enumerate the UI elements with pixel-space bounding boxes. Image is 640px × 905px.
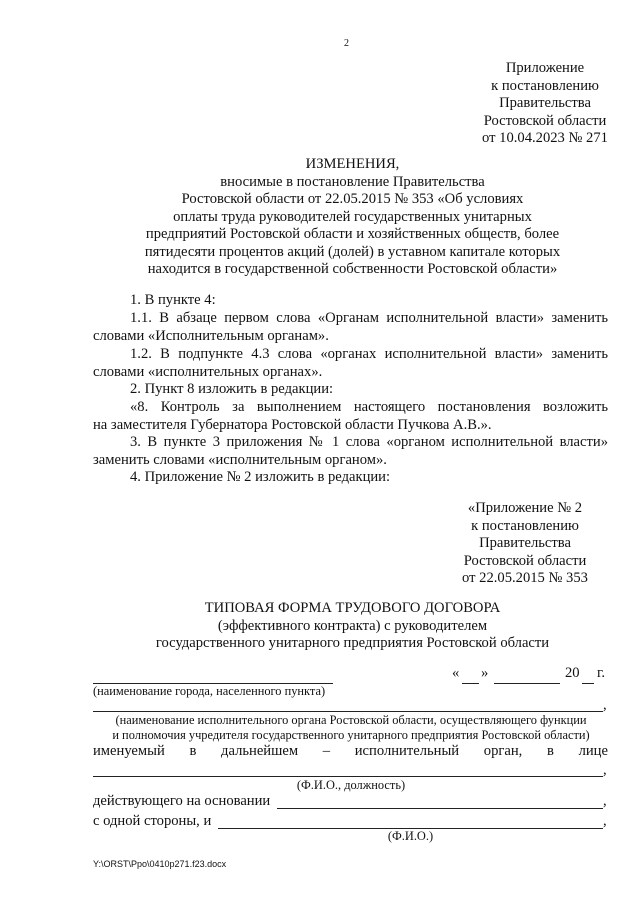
named-word: в [546,743,554,759]
date-year-prefix: 20 [565,665,580,681]
organ-caption-line: и полномочия учредителя государственного унитарного предприятия Ростовской области) [112,728,590,742]
appendix-line: Приложение [505,60,585,76]
changes-title-line: оплаты труда руководителей государственных унитарных [173,208,532,225]
body-paragraph: 4. Приложение № 2 изложить в редакции: [130,469,391,485]
body-paragraph: заменить словами «исполнительным органом». [93,452,387,468]
appendix-line: к постановлению [471,517,579,534]
body-paragraph: словами «исполнительных органах». [93,364,323,380]
comma: , [603,697,607,713]
appendix-line: «Приложение № 2 [467,500,583,516]
body-paragraph: 1. В пункте 4: [130,292,216,308]
appendix-line: Ростовской области [463,552,587,569]
fio-caption: (Ф.И.О.) [387,829,434,843]
named-word: исполнительный [354,743,460,759]
comma: , [603,793,607,809]
appendix-header [440,60,640,148]
acting-basis-label: действующего на основании [93,793,271,809]
appendix-line: от 22.05.2015 № 353 [462,570,588,586]
city-caption: (наименование города, населенного пункта) [93,684,326,698]
form-heading: ТИПОВАЯ ФОРМА ТРУДОВОГО ДОГОВОРА [204,600,501,616]
footer-file-path: Y:\ORST\Ppo\0410p271.f23.docx [93,859,227,869]
fio-position-caption: (Ф.И.О., должность) [296,778,406,792]
named-word: в [189,743,197,759]
named-word: лице [578,743,608,759]
body-paragraph: 2. Пункт 8 изложить в редакции: [130,381,334,397]
date-close-quote: » [481,665,489,681]
date-open-quote: « [452,665,460,681]
one-side-label: с одной стороны, и [93,813,212,829]
changes-title-line: вносимые в постановление Правительства [220,173,485,190]
appendix-line: Правительства [479,535,571,551]
fio-position-field[interactable] [93,776,603,777]
changes-title-line: предприятий Ростовской области и хозяйственных обществ, более [145,226,560,242]
date-year-suffix: г. [597,665,605,681]
appendix-line: Ростовской области [483,112,607,129]
named-word: орган, [483,743,523,759]
changes-title-line: Ростовской области от 22.05.2015 № 353 «Об условиях [181,191,524,207]
body-paragraph: 1.1. В абзаце первом слова «Органам исполнительной власти» заменить [130,310,608,326]
named-line [93,743,608,761]
changes-heading: ИЗМЕНЕНИЯ, [305,156,400,172]
appendix-line: к постановлению [491,77,599,94]
named-word: – [322,743,331,759]
date-year-field[interactable] [582,683,594,684]
appendix-line: от 10.04.2023 № 271 [482,130,608,146]
body-paragraph: на заместителя Губернатора Ростовской области Пучкова А.В.». [93,417,492,433]
comma: , [603,762,607,778]
basis-field[interactable] [277,808,603,809]
organ-name-field[interactable] [93,711,603,712]
body-paragraph: «8. Контроль за выполнением настоящего постановления возложить [130,399,608,415]
changes-title [60,156,640,279]
appendix-line: Правительства [499,95,591,111]
form-title-line: государственного унитарного предприятия Ростовской области [155,635,550,651]
named-word: именуемый [93,743,165,759]
organ-caption [88,713,614,743]
form-title-line: (эффективного контракта) с руководителем [217,617,488,634]
comma: , [603,813,607,829]
changes-title-line: пятидесяти процентов акций (долей) в уставном капитале которых [144,243,561,260]
page-number: 2 [344,38,349,49]
date-day-field[interactable] [462,683,479,684]
date-month-field[interactable] [494,683,560,684]
body-paragraph: 3. В пункте 3 приложения № 1 слова «органом исполнительной власти» [130,434,608,450]
named-word: дальнейшем [221,743,299,759]
body-paragraph: словами «Исполнительным органам». [93,328,329,344]
body-paragraph: 1.2. В подпункте 4.3 слова «органах исполнительной власти» заменить [130,346,608,362]
appendix-quote-header [410,500,640,588]
form-title [60,600,640,653]
changes-title-line: находится в государственной собственности Ростовской области» [147,261,558,277]
organ-caption-line: (наименование исполнительного органа Ростовской области, осуществляющего функции [115,713,587,727]
